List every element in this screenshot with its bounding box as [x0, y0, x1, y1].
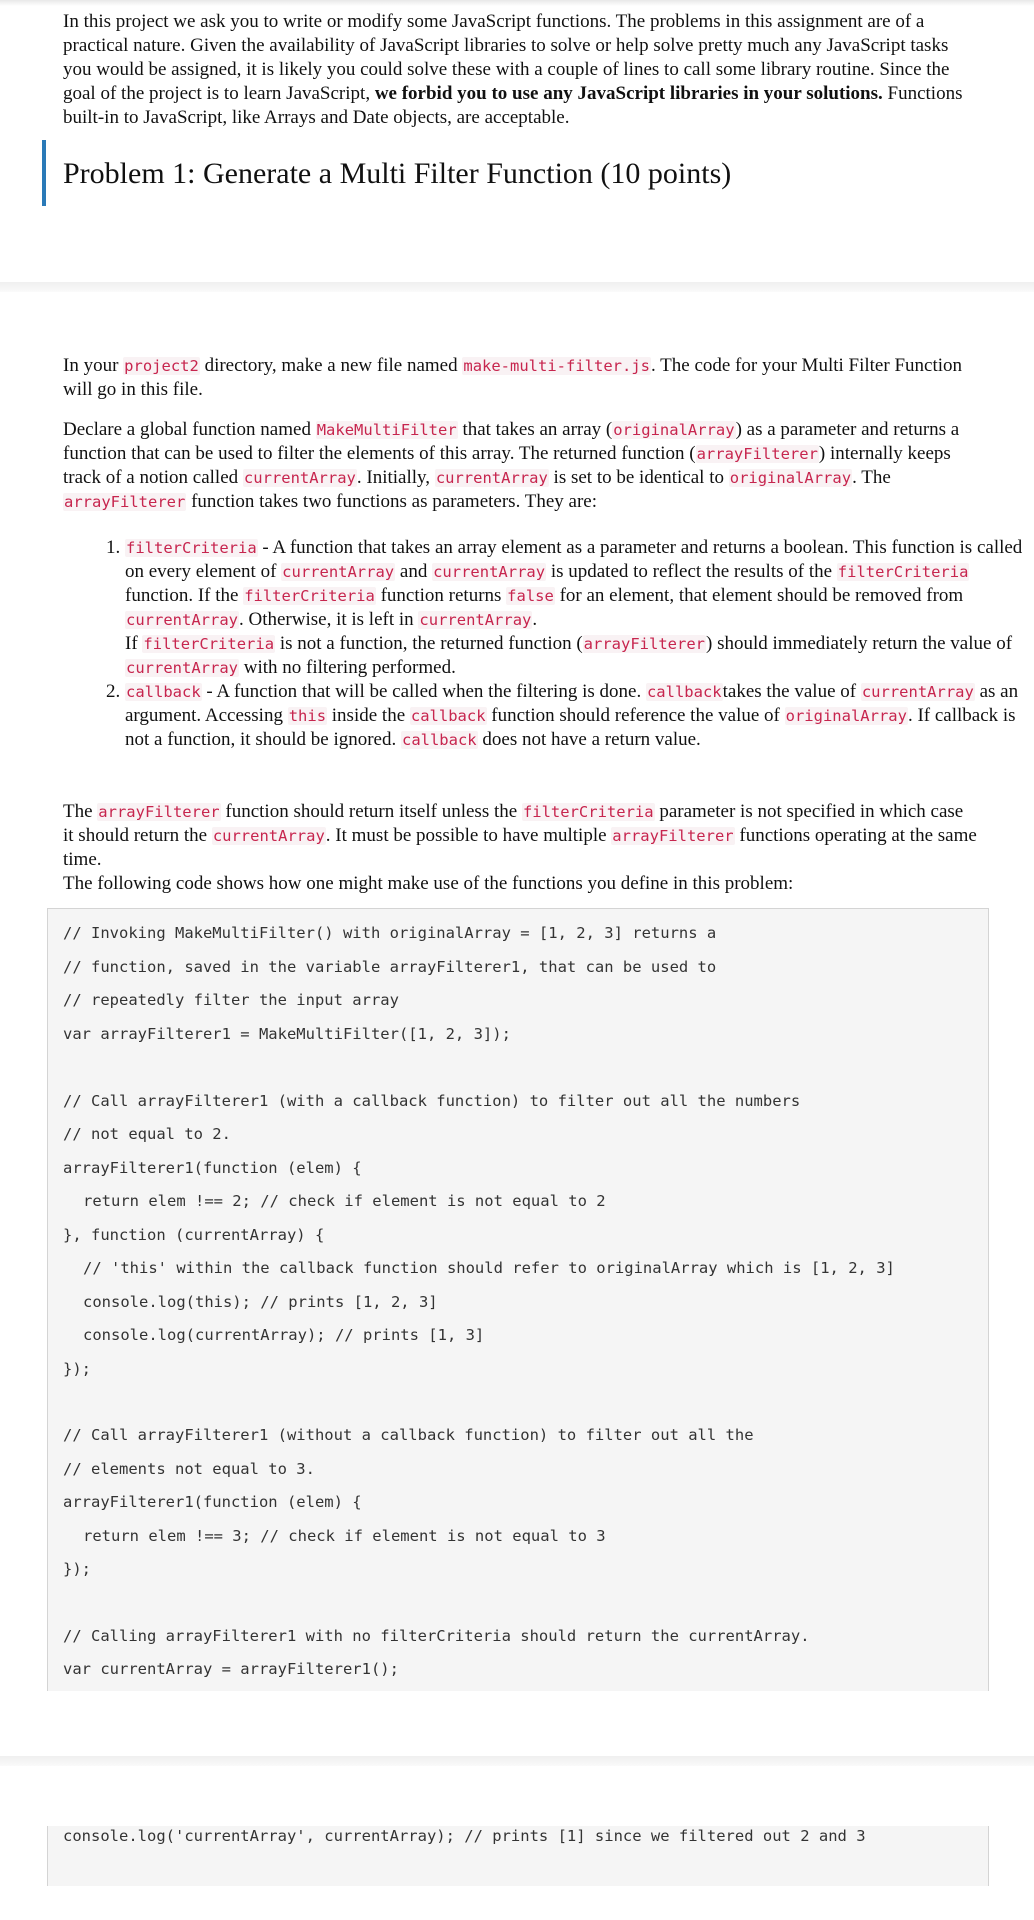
inline-code: MakeMultiFilter: [316, 421, 457, 439]
declare-paragraph: Declare a global function named MakeMultiFilter that takes an array (originalArray) as a parameter and returns a function that can be used to filter the elements of this array. The returned function (arrayFilterer) internally keeps track of a notion called currentArray. Initially, currentArray is set to be identical to originalArray. The arrayFilterer function takes two functions as parameters. They are:: [63, 419, 960, 512]
return-paragraph: The arrayFilterer function should return itself unless the filterCriteria parameter is not specified in which case it should return the currentArray. It must be possible to have multiple arrayFilterer functions operating at the same time. The following code shows how one might make use of the functions you define in this problem:: [63, 801, 977, 894]
problem-heading-block: [42, 140, 992, 206]
code-block: [47, 908, 989, 1691]
inline-code: originalArray: [729, 469, 852, 487]
intro-text: In this project we ask you to write or modify some JavaScript functions. The problems in this assignment are of a practical nature. Given the availability of JavaScript libraries to solve or help solve pretty much any JavaScript tasks you would be assigned, it is likely you could solve these with a couple of lines to call some library routine. Since the goal of the project is to learn JavaScript,: [63, 11, 950, 104]
inline-code: currentArray: [435, 469, 548, 487]
heading-accent-bar: [42, 140, 46, 206]
code-line: return elem !== 3; // check if element is not equal to 3: [83, 1527, 606, 1545]
inline-code: filterCriteria: [837, 563, 969, 581]
inline-code: arrayFilterer: [583, 635, 705, 653]
inline-code: currentArray: [126, 611, 238, 629]
inline-code: arrayFilterer: [64, 493, 186, 511]
page-break-band: [0, 1756, 1034, 1766]
code-line: // elements not equal to 3.: [63, 1460, 315, 1478]
code-line: arrayFilterer1(function (elem) {: [63, 1159, 362, 1177]
intro-bold-text: we forbid you to use any JavaScript libraries in your solutions.: [374, 83, 883, 104]
inline-code: currentArray: [419, 611, 532, 629]
list-item: 2. callback - A function that will be called when the filtering is done. callbacktakes the value of currentArray as an argument. Accessing this inside the callback function should reference the value of originalArray. If callback is not a function, it should be ignored. callback does not have a return value.: [125, 680, 1034, 752]
inline-code: currentArray: [433, 563, 546, 581]
inline-code: originalArray: [613, 421, 735, 439]
code-line: // Call arrayFilterer1 (without a callback function) to filter out all the: [63, 1426, 754, 1444]
inline-code: callback: [646, 683, 722, 701]
code-line: // Call arrayFilterer1 (with a callback function) to filter out all the numbers: [63, 1092, 801, 1110]
inline-code: make-multi-filter.js: [463, 357, 650, 375]
code-line: });: [63, 1560, 91, 1578]
inline-code: currentArray: [212, 827, 325, 845]
code-line: return elem !== 2; // check if element is not equal to 2: [83, 1192, 606, 1210]
inline-code: currentArray: [861, 683, 974, 701]
code-line: });: [63, 1360, 91, 1378]
code-line: console.log('currentArray', currentArray); // prints [1] since we filtered out 2 and 3: [63, 1827, 866, 1845]
code-line: // function, saved in the variable arrayFilterer1, that can be used to: [63, 958, 717, 976]
inline-code: arrayFilterer: [98, 803, 220, 821]
inline-code: arrayFilterer: [696, 445, 818, 463]
page-top-shadow: [0, 0, 1034, 6]
inline-code: callback: [401, 731, 477, 749]
directory-paragraph: In your project2 directory, make a new file named make-multi-filter.js. The code for your Multi Filter Function will go in this file.: [63, 355, 962, 400]
inline-code: false: [507, 587, 554, 605]
intro-paragraph: [63, 10, 978, 130]
code-block-continued: [47, 1826, 989, 1886]
code-line: }, function (currentArray) {: [63, 1226, 325, 1244]
inline-code: this: [288, 707, 327, 725]
inline-code: filterCriteria: [244, 587, 375, 605]
inline-code: callback: [126, 683, 201, 701]
inline-code: currentArray: [243, 469, 356, 487]
inline-code: filterCriteria: [522, 803, 654, 821]
code-line: // not equal to 2.: [63, 1125, 231, 1143]
code-line: var currentArray = arrayFilterer1();: [63, 1660, 399, 1678]
inline-code: callback: [410, 707, 486, 725]
inline-code: currentArray: [282, 563, 395, 581]
list-item: 1. filterCriteria - A function that takes an array element as a parameter and returns a boolean. This function is called on every element of currentArray and currentArray is updated to reflect the results of the filterCriteria function. If the filterCriteria function returns false for an element, that element should be removed from currentArray. Otherwise, it is left in currentArray. If filterCriteria is not a function, the returned function (arrayFilterer) should immediately return the value of currentArray with no filtering performed.: [125, 536, 1034, 680]
parameter-list: [63, 536, 1034, 752]
code-line: arrayFilterer1(function (elem) {: [63, 1493, 362, 1511]
page-break-band: [0, 282, 1034, 292]
code-line: console.log(this); // prints [1, 2, 3]: [83, 1293, 438, 1311]
code-line: // repeatedly filter the input array: [63, 991, 399, 1009]
inline-code: filterCriteria: [126, 539, 257, 557]
inline-code: filterCriteria: [143, 635, 275, 653]
inline-code: currentArray: [126, 659, 238, 677]
code-line: console.log(currentArray); // prints [1, 3]: [83, 1326, 485, 1344]
inline-code: project2: [124, 357, 199, 375]
code-line: var arrayFilterer1 = MakeMultiFilter([1, 2, 3]);: [63, 1025, 511, 1043]
inline-code: originalArray: [785, 707, 907, 725]
code-line: // 'this' within the callback function should refer to originalArray which is [1, 2, 3]: [83, 1259, 895, 1277]
problem-heading: Problem 1: Generate a Multi Filter Function (10 points): [63, 157, 732, 190]
code-line: // Calling arrayFilterer1 with no filterCriteria should return the currentArray.: [63, 1627, 810, 1645]
code-line: // Invoking MakeMultiFilter() with originalArray = [1, 2, 3] returns a: [63, 924, 717, 942]
intro-text-end: Functions built-in to JavaScript, like Arrays and Date objects, are acceptable.: [63, 83, 963, 128]
inline-code: arrayFilterer: [612, 827, 734, 845]
